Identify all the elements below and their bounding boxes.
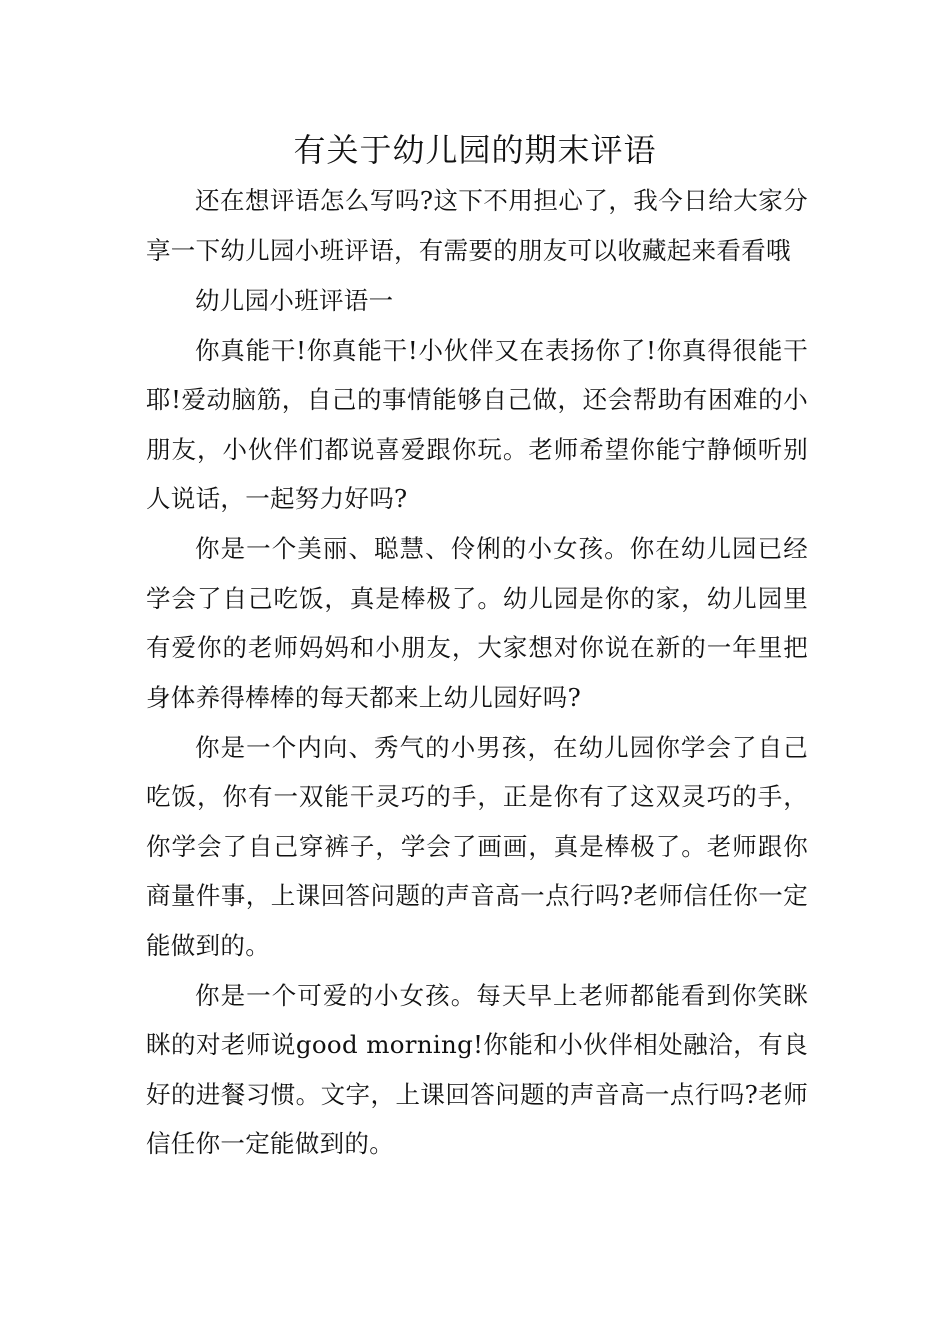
comment-paragraph-1: 你真能干!你真能干!小伙伴又在表扬你了!你真得很能干耶!爱动脑筋，自己的事情能够自己做，还会帮助有困难的小朋友，小伙伴们都说喜爱跟你玩。老师希望你能宁静倾听别人说话，一起努力好吗? xyxy=(146,335,808,514)
intro-paragraph: 还在想评语怎么写吗?这下不用担心了，我今日给大家分享一下幼儿园小班评语，有需要的朋友可以收藏起来看看哦 xyxy=(146,186,808,265)
comment-paragraph-2: 你是一个美丽、聪慧、伶俐的小女孩。你在幼儿园已经学会了自己吃饭，真是棒极了。幼儿园是你的家，幼儿园里有爱你的老师妈妈和小朋友，大家想对你说在新的一年里把身体养得棒棒的每天都来上幼儿园好吗? xyxy=(146,534,808,712)
document-title: 有关于幼儿园的期末评语 xyxy=(293,131,657,169)
comment-paragraph-3: 你是一个内向、秀气的小男孩，在幼儿园你学会了自己吃饭，你有一双能干灵巧的手，正是你有了这双灵巧的手，你学会了自己穿裤子，学会了画画，真是棒极了。老师跟你商量件事，上课回答问题的声音高一点行吗?老师信任你一定能做到的。 xyxy=(146,732,808,960)
document-body xyxy=(146,176,808,1169)
section-heading: 幼儿园小班评语一 xyxy=(195,285,394,315)
comment-paragraph-4: 你是一个可爱的小女孩。每天早上老师都能看到你笑眯眯的对老师说good morning!你能和小伙伴相处融洽，有良好的进餐习惯。文字，上课回答问题的声音高一点行吗?老师信任你一定能做到的。 xyxy=(146,980,808,1159)
